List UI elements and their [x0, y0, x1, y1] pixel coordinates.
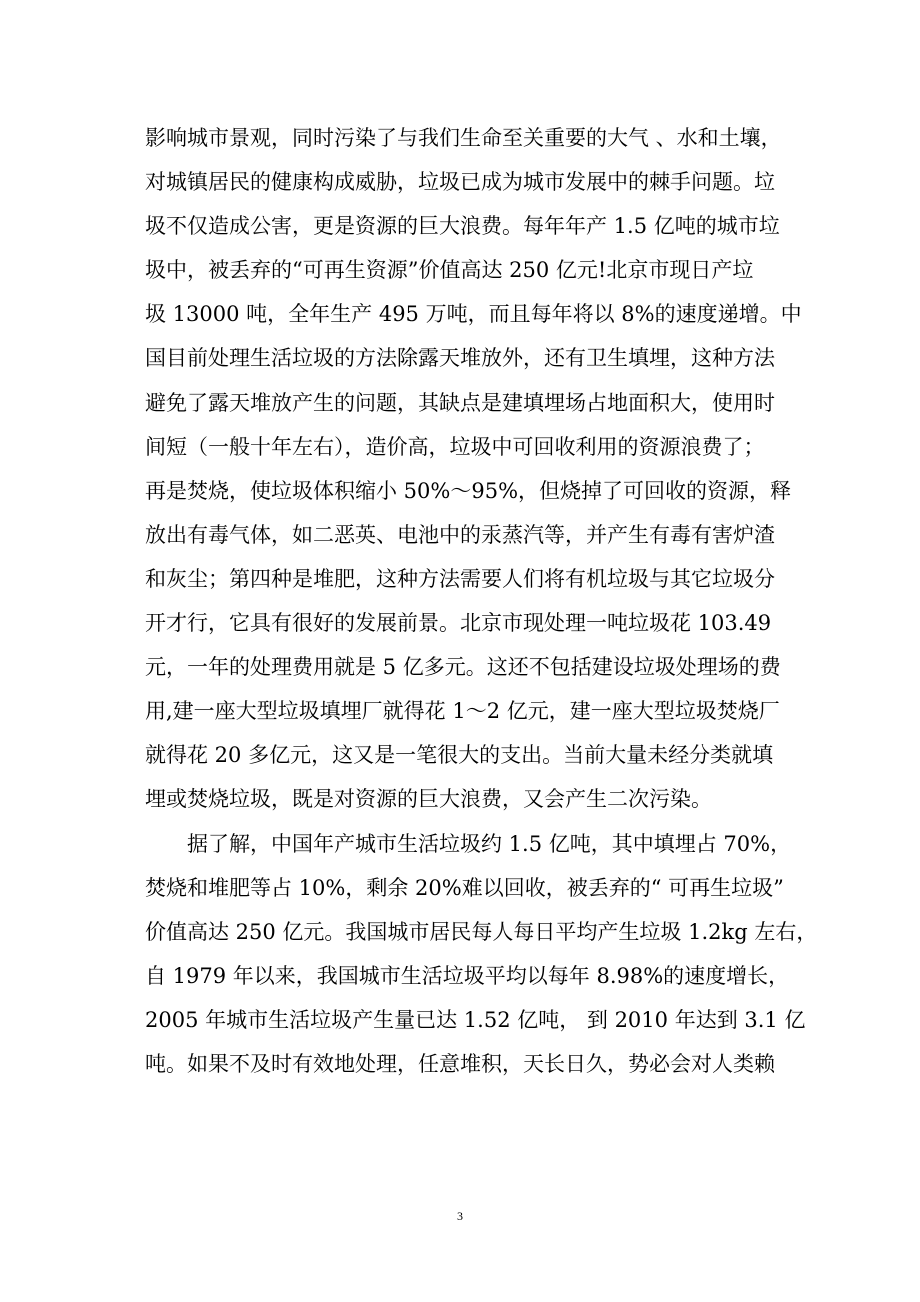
text-line: 圾不仅造成公害，更是资源的巨大浪费。每年年产 1.5 亿吨的城市垃 [145, 214, 780, 239]
paragraph-1 [145, 116, 802, 822]
text-line: 再是焚烧，使垃圾体积缩小 50%～95%，但烧掉了可回收的资源，释 [145, 478, 792, 503]
text-line: 元，一年的处理费用就是 5 亿多元。这还不包括建设垃圾处理场的费 [145, 655, 781, 680]
body-text [145, 116, 818, 1086]
text-line: 开才行，它具有很好的发展前景。北京市现处理一吨垃圾花 103.49 [145, 611, 772, 636]
text-line: 和灰尘；第四种是堆肥，这种方法需要人们将有机垃圾与其它垃圾分 [145, 566, 775, 591]
text-line: 放出有毒气体，如二恶英、电池中的汞蒸汽等，并产生有毒有害炉渣 [145, 522, 775, 547]
text-line: 埋或焚烧垃圾，既是对资源的巨大浪费，又会产生二次污染。 [145, 787, 712, 812]
text-line: 国目前处理生活垃圾的方法除露天堆放外，还有卫生填埋，这种方法 [145, 346, 775, 371]
text-line: 圾中，被丢弃的“可再生资源”价值高达 250 亿元!北京市现日产垃 [145, 258, 754, 283]
text-line: 就得花 20 多亿元，这又是一笔很大的支出。当前大量未经分类就填 [145, 743, 774, 768]
text-line: 价值高达 250 亿元。我国城市居民每人每日平均产生垃圾 1.2kg 左右， [145, 919, 818, 944]
text-line: 2005 年城市生活垃圾产生量已达 1.52 亿吨， 到 2010 年达到 3.1 亿 [145, 1007, 806, 1032]
text-line: 据了解，中国年产城市生活垃圾约 1.5 亿吨，其中填埋占 70%， [187, 831, 792, 856]
paragraph-2 [145, 822, 818, 1087]
text-line: 影响城市景观，同时污染了与我们生命至关重要的大气 、水和土壤， [145, 126, 782, 150]
text-line: 用,建一座大型垃圾填埋厂就得花 1～2 亿元，建一座大型垃圾焚烧厂 [145, 699, 780, 724]
text-line: 自 1979 年以来，我国城市生活垃圾平均以每年 8.98%的速度增长， [145, 963, 790, 988]
text-line: 圾 13000 吨，全年生产 495 万吨，而且每年将以 8%的速度递增。中 [145, 302, 802, 327]
text-line: 间短（一般十年左右），造价高，垃圾中可回收利用的资源浪费了； [145, 434, 765, 459]
page-number: 3 [457, 1209, 463, 1223]
text-line: 焚烧和堆肥等占 10%，剩余 20%难以回收，被丢弃的“ 可再生垃圾” [145, 875, 784, 900]
text-line: 避免了露天堆放产生的问题，其缺点是建填埋场占地面积大，使用时 [145, 390, 775, 415]
text-line: 对城镇居民的健康构成威胁，垃圾已成为城市发展中的棘手问题。垃 [145, 170, 775, 195]
text-line: 吨。如果不及时有效地处理，任意堆积，天长日久，势必会对人类赖 [145, 1051, 775, 1076]
